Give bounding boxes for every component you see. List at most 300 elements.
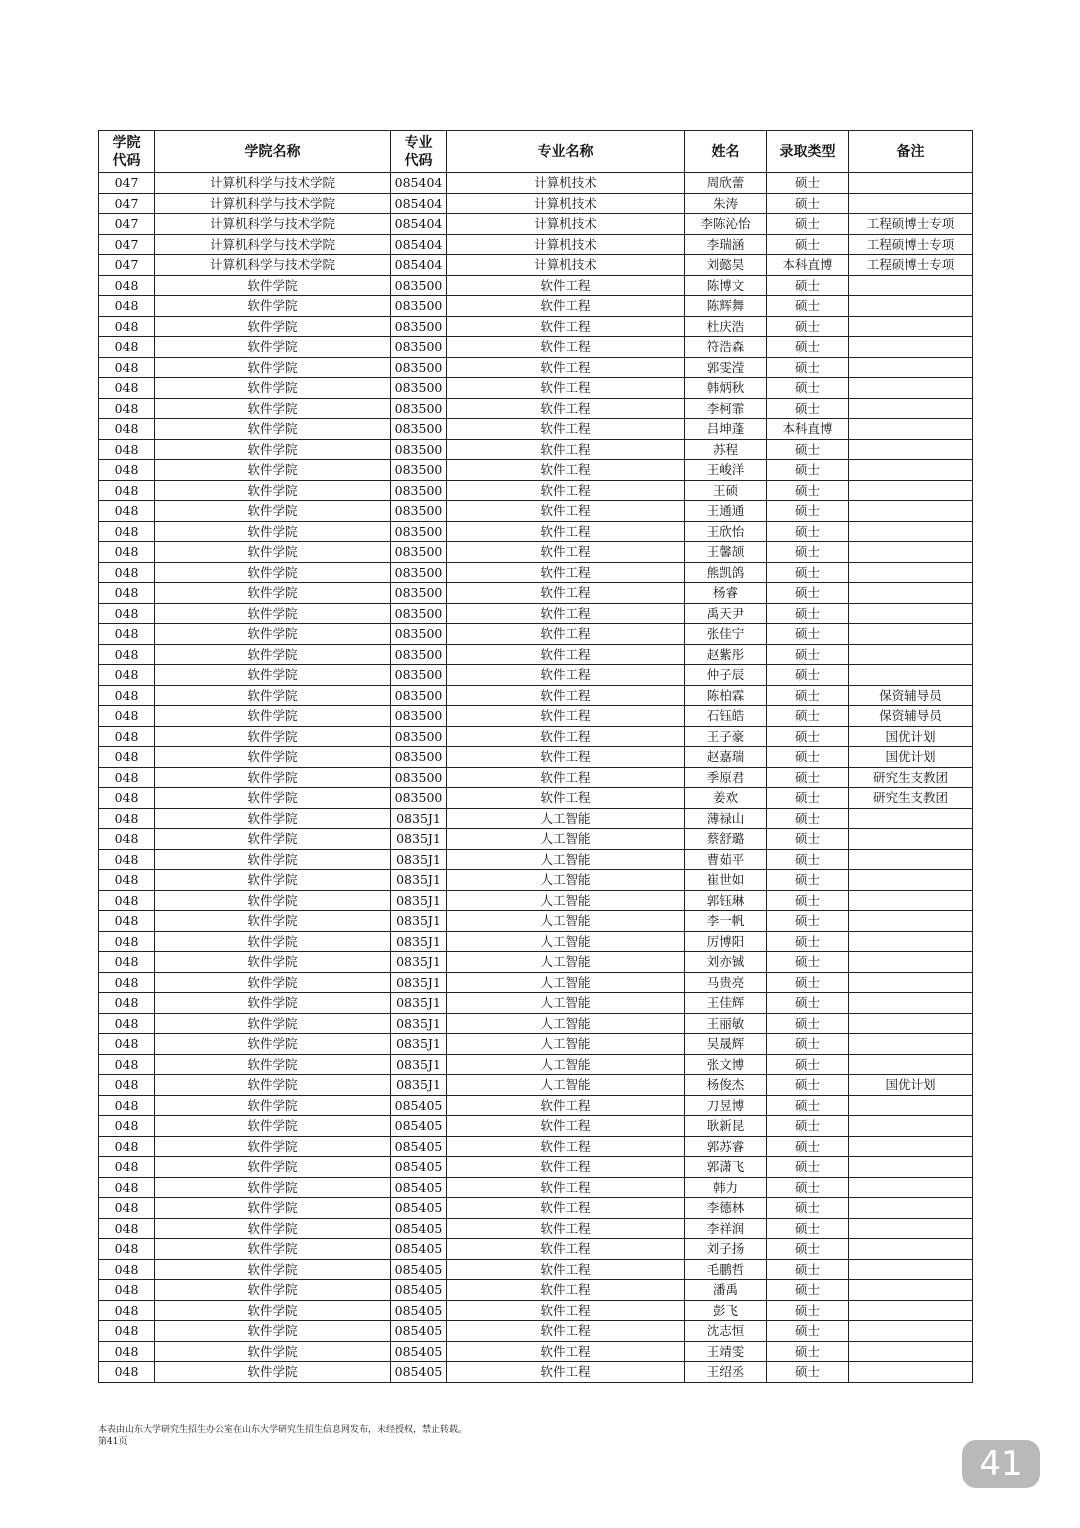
student-name-cell: 彭飞	[685, 1300, 767, 1321]
college-code-cell: 048	[99, 829, 155, 850]
college-name-cell: 软件学院	[155, 542, 391, 563]
table-row	[99, 1116, 973, 1137]
admission-type-cell: 硕士	[767, 193, 849, 214]
remarks-cell	[849, 1136, 973, 1157]
major-code-cell: 083500	[391, 747, 447, 768]
college-code-cell: 047	[99, 255, 155, 276]
student-name-cell: 季原君	[685, 767, 767, 788]
remarks-cell	[849, 439, 973, 460]
student-name-cell: 崔世如	[685, 870, 767, 891]
college-code-cell: 048	[99, 952, 155, 973]
major-name-cell: 软件工程	[447, 337, 685, 358]
admission-type-cell: 硕士	[767, 603, 849, 624]
header-col-remarks: 备注	[849, 131, 973, 173]
table-row	[99, 357, 973, 378]
header-col-major-name: 专业名称	[447, 131, 685, 173]
major-code-cell: 0835J1	[391, 993, 447, 1014]
major-name-cell: 软件工程	[447, 1341, 685, 1362]
admission-type-cell: 硕士	[767, 849, 849, 870]
college-code-cell: 048	[99, 747, 155, 768]
major-name-cell: 软件工程	[447, 1095, 685, 1116]
major-name-cell: 软件工程	[447, 788, 685, 809]
admission-type-cell: 硕士	[767, 644, 849, 665]
college-name-cell: 软件学院	[155, 1300, 391, 1321]
college-code-cell: 048	[99, 316, 155, 337]
student-name-cell: 王丽敏	[685, 1013, 767, 1034]
college-code-cell: 047	[99, 214, 155, 235]
major-code-cell: 083500	[391, 767, 447, 788]
remarks-cell	[849, 419, 973, 440]
student-name-cell: 陈博文	[685, 275, 767, 296]
student-name-cell: 刘懿昊	[685, 255, 767, 276]
table-row	[99, 1136, 973, 1157]
table-row	[99, 1321, 973, 1342]
student-name-cell: 李祥润	[685, 1218, 767, 1239]
admission-type-cell: 硕士	[767, 1239, 849, 1260]
remarks-cell	[849, 911, 973, 932]
student-name-cell: 苏程	[685, 439, 767, 460]
student-name-cell: 陈柏霖	[685, 685, 767, 706]
college-code-cell: 048	[99, 767, 155, 788]
major-code-cell: 0835J1	[391, 1054, 447, 1075]
college-name-cell: 软件学院	[155, 1116, 391, 1137]
admission-type-cell: 硕士	[767, 1259, 849, 1280]
major-code-cell: 085404	[391, 234, 447, 255]
college-name-cell: 软件学院	[155, 726, 391, 747]
major-name-cell: 软件工程	[447, 767, 685, 788]
college-name-cell: 软件学院	[155, 665, 391, 686]
major-name-cell: 人工智能	[447, 849, 685, 870]
college-code-cell: 048	[99, 1300, 155, 1321]
major-name-cell: 人工智能	[447, 870, 685, 891]
major-name-cell: 软件工程	[447, 1362, 685, 1383]
major-name-cell: 软件工程	[447, 1300, 685, 1321]
major-name-cell: 软件工程	[447, 398, 685, 419]
admission-type-cell: 硕士	[767, 542, 849, 563]
major-code-cell: 083500	[391, 603, 447, 624]
major-name-cell: 软件工程	[447, 562, 685, 583]
remarks-cell	[849, 316, 973, 337]
college-code-cell: 048	[99, 521, 155, 542]
college-name-cell: 软件学院	[155, 1013, 391, 1034]
table-row	[99, 1218, 973, 1239]
college-code-cell: 048	[99, 1218, 155, 1239]
major-code-cell: 0835J1	[391, 1013, 447, 1034]
table-row	[99, 419, 973, 440]
major-code-cell: 085405	[391, 1362, 447, 1383]
student-name-cell: 张文博	[685, 1054, 767, 1075]
admission-type-cell: 硕士	[767, 480, 849, 501]
remarks-cell	[849, 890, 973, 911]
table-row	[99, 214, 973, 235]
major-code-cell: 0835J1	[391, 972, 447, 993]
major-code-cell: 0835J1	[391, 1075, 447, 1096]
remarks-cell: 工程硕博士专项	[849, 234, 973, 255]
major-code-cell: 083500	[391, 439, 447, 460]
major-name-cell: 软件工程	[447, 1218, 685, 1239]
major-name-cell: 软件工程	[447, 726, 685, 747]
admission-type-cell: 硕士	[767, 357, 849, 378]
college-name-cell: 软件学院	[155, 1239, 391, 1260]
college-code-cell: 048	[99, 398, 155, 419]
college-code-cell: 048	[99, 1013, 155, 1034]
major-name-cell: 人工智能	[447, 1013, 685, 1034]
table-row	[99, 1259, 973, 1280]
college-name-cell: 软件学院	[155, 1218, 391, 1239]
admission-type-cell: 硕士	[767, 1300, 849, 1321]
table-row	[99, 931, 973, 952]
table-row	[99, 972, 973, 993]
major-code-cell: 0835J1	[391, 808, 447, 829]
remarks-cell: 工程硕博士专项	[849, 214, 973, 235]
major-name-cell: 人工智能	[447, 931, 685, 952]
student-name-cell: 王子豪	[685, 726, 767, 747]
student-name-cell: 蔡舒璐	[685, 829, 767, 850]
student-name-cell: 姜欢	[685, 788, 767, 809]
admission-type-cell: 硕士	[767, 1280, 849, 1301]
major-name-cell: 计算机技术	[447, 193, 685, 214]
student-name-cell: 王硕	[685, 480, 767, 501]
college-name-cell: 软件学院	[155, 521, 391, 542]
remarks-cell	[849, 1054, 973, 1075]
college-code-cell: 048	[99, 501, 155, 522]
student-name-cell: 刘子扬	[685, 1239, 767, 1260]
admission-type-cell: 硕士	[767, 562, 849, 583]
student-name-cell: 郭钰琳	[685, 890, 767, 911]
college-code-cell: 048	[99, 1075, 155, 1096]
remarks-cell	[849, 1341, 973, 1362]
remarks-cell	[849, 644, 973, 665]
remarks-cell: 国优计划	[849, 726, 973, 747]
college-code-cell: 048	[99, 542, 155, 563]
major-name-cell: 软件工程	[447, 583, 685, 604]
major-code-cell: 0835J1	[391, 849, 447, 870]
college-name-cell: 软件学院	[155, 1034, 391, 1055]
college-code-cell: 048	[99, 1034, 155, 1055]
college-code-cell: 048	[99, 583, 155, 604]
college-code-cell: 048	[99, 911, 155, 932]
student-name-cell: 陈辉舞	[685, 296, 767, 317]
student-name-cell: 张佳宁	[685, 624, 767, 645]
college-name-cell: 软件学院	[155, 1177, 391, 1198]
college-code-cell: 048	[99, 644, 155, 665]
major-code-cell: 083500	[391, 378, 447, 399]
college-code-cell: 048	[99, 1341, 155, 1362]
table-row	[99, 480, 973, 501]
college-name-cell: 软件学院	[155, 890, 391, 911]
remarks-cell	[849, 337, 973, 358]
major-code-cell: 083500	[391, 665, 447, 686]
student-name-cell: 王馨颉	[685, 542, 767, 563]
college-code-cell: 048	[99, 460, 155, 481]
remarks-cell	[849, 1259, 973, 1280]
student-name-cell: 刘亦铖	[685, 952, 767, 973]
admission-type-cell: 硕士	[767, 706, 849, 727]
admission-type-cell: 硕士	[767, 624, 849, 645]
major-code-cell: 085405	[391, 1239, 447, 1260]
table-row	[99, 193, 973, 214]
table-row	[99, 1013, 973, 1034]
college-name-cell: 计算机科学与技术学院	[155, 214, 391, 235]
major-code-cell: 083500	[391, 419, 447, 440]
student-name-cell: 郭雯滢	[685, 357, 767, 378]
table-row	[99, 952, 973, 973]
remarks-cell	[849, 1300, 973, 1321]
college-name-cell: 软件学院	[155, 747, 391, 768]
copyright-notice: 本表由山东大学研究生招生办公室在山东大学研究生招生信息网发布，未经授权，禁止转载。	[98, 1425, 468, 1435]
table-row	[99, 1177, 973, 1198]
major-name-cell: 计算机技术	[447, 214, 685, 235]
major-code-cell: 083500	[391, 501, 447, 522]
college-code-cell: 047	[99, 173, 155, 194]
major-code-cell: 085405	[391, 1116, 447, 1137]
header-col-major-code: 专业 代码	[391, 131, 447, 173]
table-row	[99, 275, 973, 296]
major-name-cell: 人工智能	[447, 890, 685, 911]
college-name-cell: 计算机科学与技术学院	[155, 193, 391, 214]
table-row	[99, 788, 973, 809]
major-name-cell: 软件工程	[447, 378, 685, 399]
remarks-cell: 保资辅导员	[849, 706, 973, 727]
major-name-cell: 软件工程	[447, 357, 685, 378]
page-number-badge: 41	[962, 1440, 1040, 1488]
major-code-cell: 0835J1	[391, 931, 447, 952]
college-name-cell: 软件学院	[155, 603, 391, 624]
table-row	[99, 1157, 973, 1178]
college-code-cell: 048	[99, 378, 155, 399]
student-name-cell: 毛鹏哲	[685, 1259, 767, 1280]
major-code-cell: 083500	[391, 398, 447, 419]
college-name-cell: 软件学院	[155, 1157, 391, 1178]
admission-type-cell: 硕士	[767, 1177, 849, 1198]
student-name-cell: 马贵亮	[685, 972, 767, 993]
remarks-cell	[849, 1239, 973, 1260]
admission-type-cell: 硕士	[767, 665, 849, 686]
major-name-cell: 软件工程	[447, 439, 685, 460]
remarks-cell	[849, 870, 973, 891]
college-code-cell: 048	[99, 870, 155, 891]
college-code-cell: 048	[99, 480, 155, 501]
admission-type-cell: 硕士	[767, 234, 849, 255]
admission-type-cell: 硕士	[767, 1321, 849, 1342]
college-name-cell: 软件学院	[155, 829, 391, 850]
student-name-cell: 赵嘉瑞	[685, 747, 767, 768]
major-name-cell: 软件工程	[447, 624, 685, 645]
college-name-cell: 软件学院	[155, 972, 391, 993]
college-name-cell: 软件学院	[155, 1198, 391, 1219]
college-name-cell: 软件学院	[155, 808, 391, 829]
admission-type-cell: 硕士	[767, 173, 849, 194]
remarks-cell	[849, 972, 973, 993]
major-name-cell: 计算机技术	[447, 234, 685, 255]
major-name-cell: 软件工程	[447, 1157, 685, 1178]
table-row	[99, 829, 973, 850]
college-code-cell: 048	[99, 275, 155, 296]
college-code-cell: 048	[99, 706, 155, 727]
remarks-cell	[849, 1034, 973, 1055]
college-code-cell: 048	[99, 1198, 155, 1219]
major-name-cell: 软件工程	[447, 501, 685, 522]
remarks-cell	[849, 931, 973, 952]
college-code-cell: 048	[99, 808, 155, 829]
college-name-cell: 软件学院	[155, 296, 391, 317]
major-name-cell: 软件工程	[447, 747, 685, 768]
remarks-cell	[849, 357, 973, 378]
student-name-cell: 薄禄山	[685, 808, 767, 829]
student-name-cell: 李陈沁怡	[685, 214, 767, 235]
major-name-cell: 软件工程	[447, 1198, 685, 1219]
major-code-cell: 083500	[391, 685, 447, 706]
college-name-cell: 软件学院	[155, 1362, 391, 1383]
remarks-cell	[849, 624, 973, 645]
admission-type-cell: 硕士	[767, 1013, 849, 1034]
table-body	[99, 173, 973, 1383]
student-name-cell: 王绍丞	[685, 1362, 767, 1383]
admission-type-cell: 硕士	[767, 1198, 849, 1219]
major-code-cell: 083500	[391, 480, 447, 501]
admission-type-cell: 硕士	[767, 767, 849, 788]
major-code-cell: 0835J1	[391, 952, 447, 973]
table-row	[99, 603, 973, 624]
major-name-cell: 软件工程	[447, 542, 685, 563]
remarks-cell	[849, 1116, 973, 1137]
college-code-cell: 048	[99, 357, 155, 378]
table-row	[99, 439, 973, 460]
college-name-cell: 软件学院	[155, 931, 391, 952]
major-name-cell: 人工智能	[447, 808, 685, 829]
admission-type-cell: 硕士	[767, 726, 849, 747]
admission-type-cell: 硕士	[767, 747, 849, 768]
college-code-cell: 048	[99, 972, 155, 993]
major-name-cell: 软件工程	[447, 685, 685, 706]
major-name-cell: 软件工程	[447, 460, 685, 481]
major-code-cell: 083500	[391, 583, 447, 604]
major-name-cell: 软件工程	[447, 603, 685, 624]
admission-type-cell: 本科直博	[767, 255, 849, 276]
admission-type-cell: 硕士	[767, 1095, 849, 1116]
admission-type-cell: 硕士	[767, 1075, 849, 1096]
college-name-cell: 软件学院	[155, 1136, 391, 1157]
major-code-cell: 083500	[391, 337, 447, 358]
major-code-cell: 085405	[391, 1095, 447, 1116]
student-name-cell: 韩炳秋	[685, 378, 767, 399]
college-name-cell: 计算机科学与技术学院	[155, 173, 391, 194]
major-code-cell: 085405	[391, 1259, 447, 1280]
remarks-cell	[849, 1157, 973, 1178]
admission-type-cell: 硕士	[767, 1034, 849, 1055]
major-name-cell: 人工智能	[447, 1034, 685, 1055]
college-code-cell: 048	[99, 1280, 155, 1301]
college-code-cell: 048	[99, 849, 155, 870]
admission-type-cell: 硕士	[767, 1341, 849, 1362]
major-name-cell: 人工智能	[447, 972, 685, 993]
student-name-cell: 王通通	[685, 501, 767, 522]
table-row	[99, 1239, 973, 1260]
college-code-cell: 048	[99, 1095, 155, 1116]
table-row	[99, 501, 973, 522]
college-name-cell: 软件学院	[155, 419, 391, 440]
college-code-cell: 048	[99, 1239, 155, 1260]
remarks-cell	[849, 1177, 973, 1198]
table-row	[99, 1300, 973, 1321]
remarks-cell	[849, 952, 973, 973]
table-row	[99, 234, 973, 255]
college-name-cell: 软件学院	[155, 275, 391, 296]
major-code-cell: 085404	[391, 193, 447, 214]
college-code-cell: 048	[99, 624, 155, 645]
admission-type-cell: 硕士	[767, 378, 849, 399]
student-name-cell: 刀昱博	[685, 1095, 767, 1116]
college-name-cell: 软件学院	[155, 993, 391, 1014]
major-code-cell: 0835J1	[391, 911, 447, 932]
college-code-cell: 048	[99, 439, 155, 460]
college-name-cell: 软件学院	[155, 788, 391, 809]
college-name-cell: 软件学院	[155, 706, 391, 727]
remarks-cell	[849, 378, 973, 399]
table-row	[99, 296, 973, 317]
table-row	[99, 1034, 973, 1055]
table-row	[99, 542, 973, 563]
admission-type-cell: 硕士	[767, 501, 849, 522]
remarks-cell	[849, 603, 973, 624]
student-name-cell: 石钰皓	[685, 706, 767, 727]
table-row	[99, 255, 973, 276]
admission-type-cell: 硕士	[767, 972, 849, 993]
table-row	[99, 747, 973, 768]
college-code-cell: 048	[99, 562, 155, 583]
major-code-cell: 085405	[391, 1300, 447, 1321]
major-name-cell: 计算机技术	[447, 173, 685, 194]
college-code-cell: 048	[99, 603, 155, 624]
remarks-cell	[849, 398, 973, 419]
student-name-cell: 曹茹平	[685, 849, 767, 870]
major-code-cell: 085405	[391, 1280, 447, 1301]
admission-type-cell: 硕士	[767, 808, 849, 829]
college-code-cell: 048	[99, 419, 155, 440]
table-row	[99, 706, 973, 727]
table-row	[99, 1198, 973, 1219]
college-name-cell: 软件学院	[155, 583, 391, 604]
admission-type-cell: 硕士	[767, 1218, 849, 1239]
major-name-cell: 人工智能	[447, 829, 685, 850]
header-col-college-code: 学院 代码	[99, 131, 155, 173]
admission-type-cell: 硕士	[767, 275, 849, 296]
admission-type-cell: 硕士	[767, 1116, 849, 1137]
college-name-cell: 软件学院	[155, 624, 391, 645]
remarks-cell	[849, 1013, 973, 1034]
college-code-cell: 048	[99, 1054, 155, 1075]
college-name-cell: 软件学院	[155, 644, 391, 665]
student-name-cell: 韩力	[685, 1177, 767, 1198]
major-code-cell: 083500	[391, 460, 447, 481]
student-name-cell: 沈志恒	[685, 1321, 767, 1342]
admission-type-cell: 硕士	[767, 890, 849, 911]
admission-type-cell: 硕士	[767, 316, 849, 337]
remarks-cell	[849, 1095, 973, 1116]
table-row	[99, 583, 973, 604]
table-row	[99, 685, 973, 706]
table-row	[99, 1054, 973, 1075]
admission-type-cell: 硕士	[767, 1136, 849, 1157]
admission-type-cell: 硕士	[767, 398, 849, 419]
college-code-cell: 048	[99, 1362, 155, 1383]
college-code-cell: 048	[99, 931, 155, 952]
table-row	[99, 460, 973, 481]
major-name-cell: 软件工程	[447, 706, 685, 727]
major-name-cell: 人工智能	[447, 952, 685, 973]
admission-type-cell: 硕士	[767, 1362, 849, 1383]
admission-type-cell: 本科直博	[767, 419, 849, 440]
